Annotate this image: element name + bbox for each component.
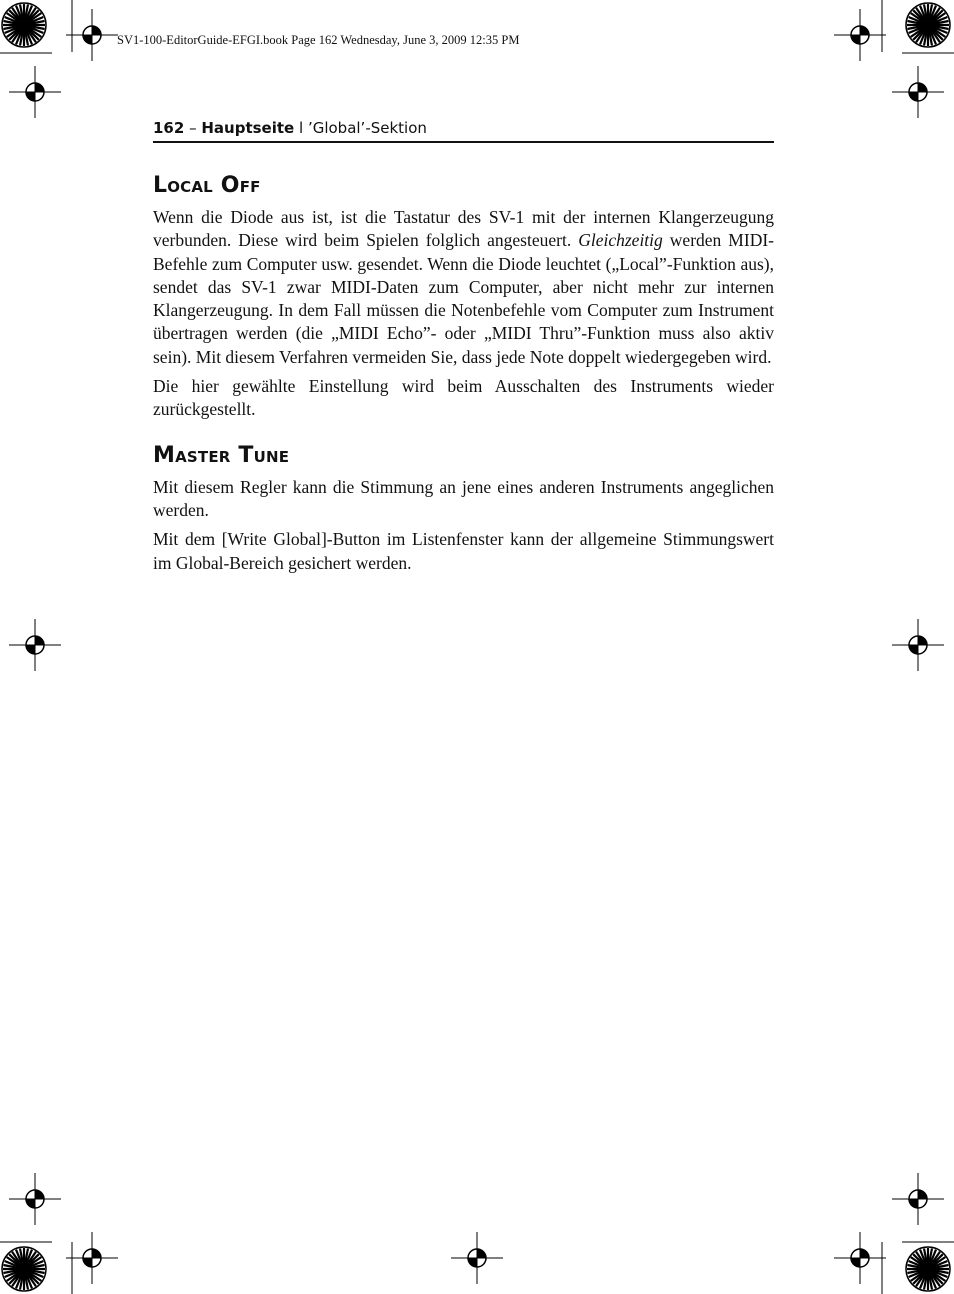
header-section: Hauptseite [201, 119, 295, 137]
page-number: 162 [153, 119, 185, 137]
paragraph [153, 206, 774, 369]
page-body [153, 172, 774, 581]
header-dash: – [184, 119, 202, 137]
paragraph-text: werden MIDI-Befehle zum Computer usw. gesendet. Wenn die Diode leuchtet („Local”-Funktion aus), sendet das SV-1 zwar MIDI-Daten zum Computer, aber nicht mehr zur internen Klangerzeugung. In dem Fall müssen die Notenbefehle vom Computer zum Instrument übertragen werden (die „MIDI Echo”- oder „MIDI Thru”-Funktion muss also aktiv sein). Mit diesem Verfahren vermeiden Sie, dass jede Note doppelt wiedergegeben wird. [153, 230, 774, 367]
paragraph: Die hier gewählte Einstellung wird beim Ausschalten des Instruments wieder zurückgestellt. [153, 376, 774, 420]
emphasis-text: Gleichzeitig [578, 230, 663, 251]
header-subsection: ’Global’-Sektion [307, 119, 427, 137]
paragraph: Mit dem [Write Global]-Button im Listenfenster kann der allgemeine Stimmungswert im Global-Bereich gesichert werden. [153, 529, 774, 573]
paragraph-text: Wenn die Diode aus ist, ist die Tastatur des SV-1 mit der internen Klangerzeugung verbunden. Diese wird beim Spielen folglich angesteuert. [153, 207, 774, 251]
paragraph: Mit diesem Regler kann die Stimmung an jene eines anderen Instruments angeglichen werden. [153, 476, 774, 520]
running-header [153, 119, 774, 143]
heading-local-off: Local Off [153, 173, 261, 198]
header-separator: l [294, 119, 308, 137]
file-slug-line: SV1-100-EditorGuide-EFGI.book Page 162 Wednesday, June 3, 2009 12:35 PM [117, 33, 520, 47]
heading-master-tune: Master Tune [153, 442, 290, 468]
